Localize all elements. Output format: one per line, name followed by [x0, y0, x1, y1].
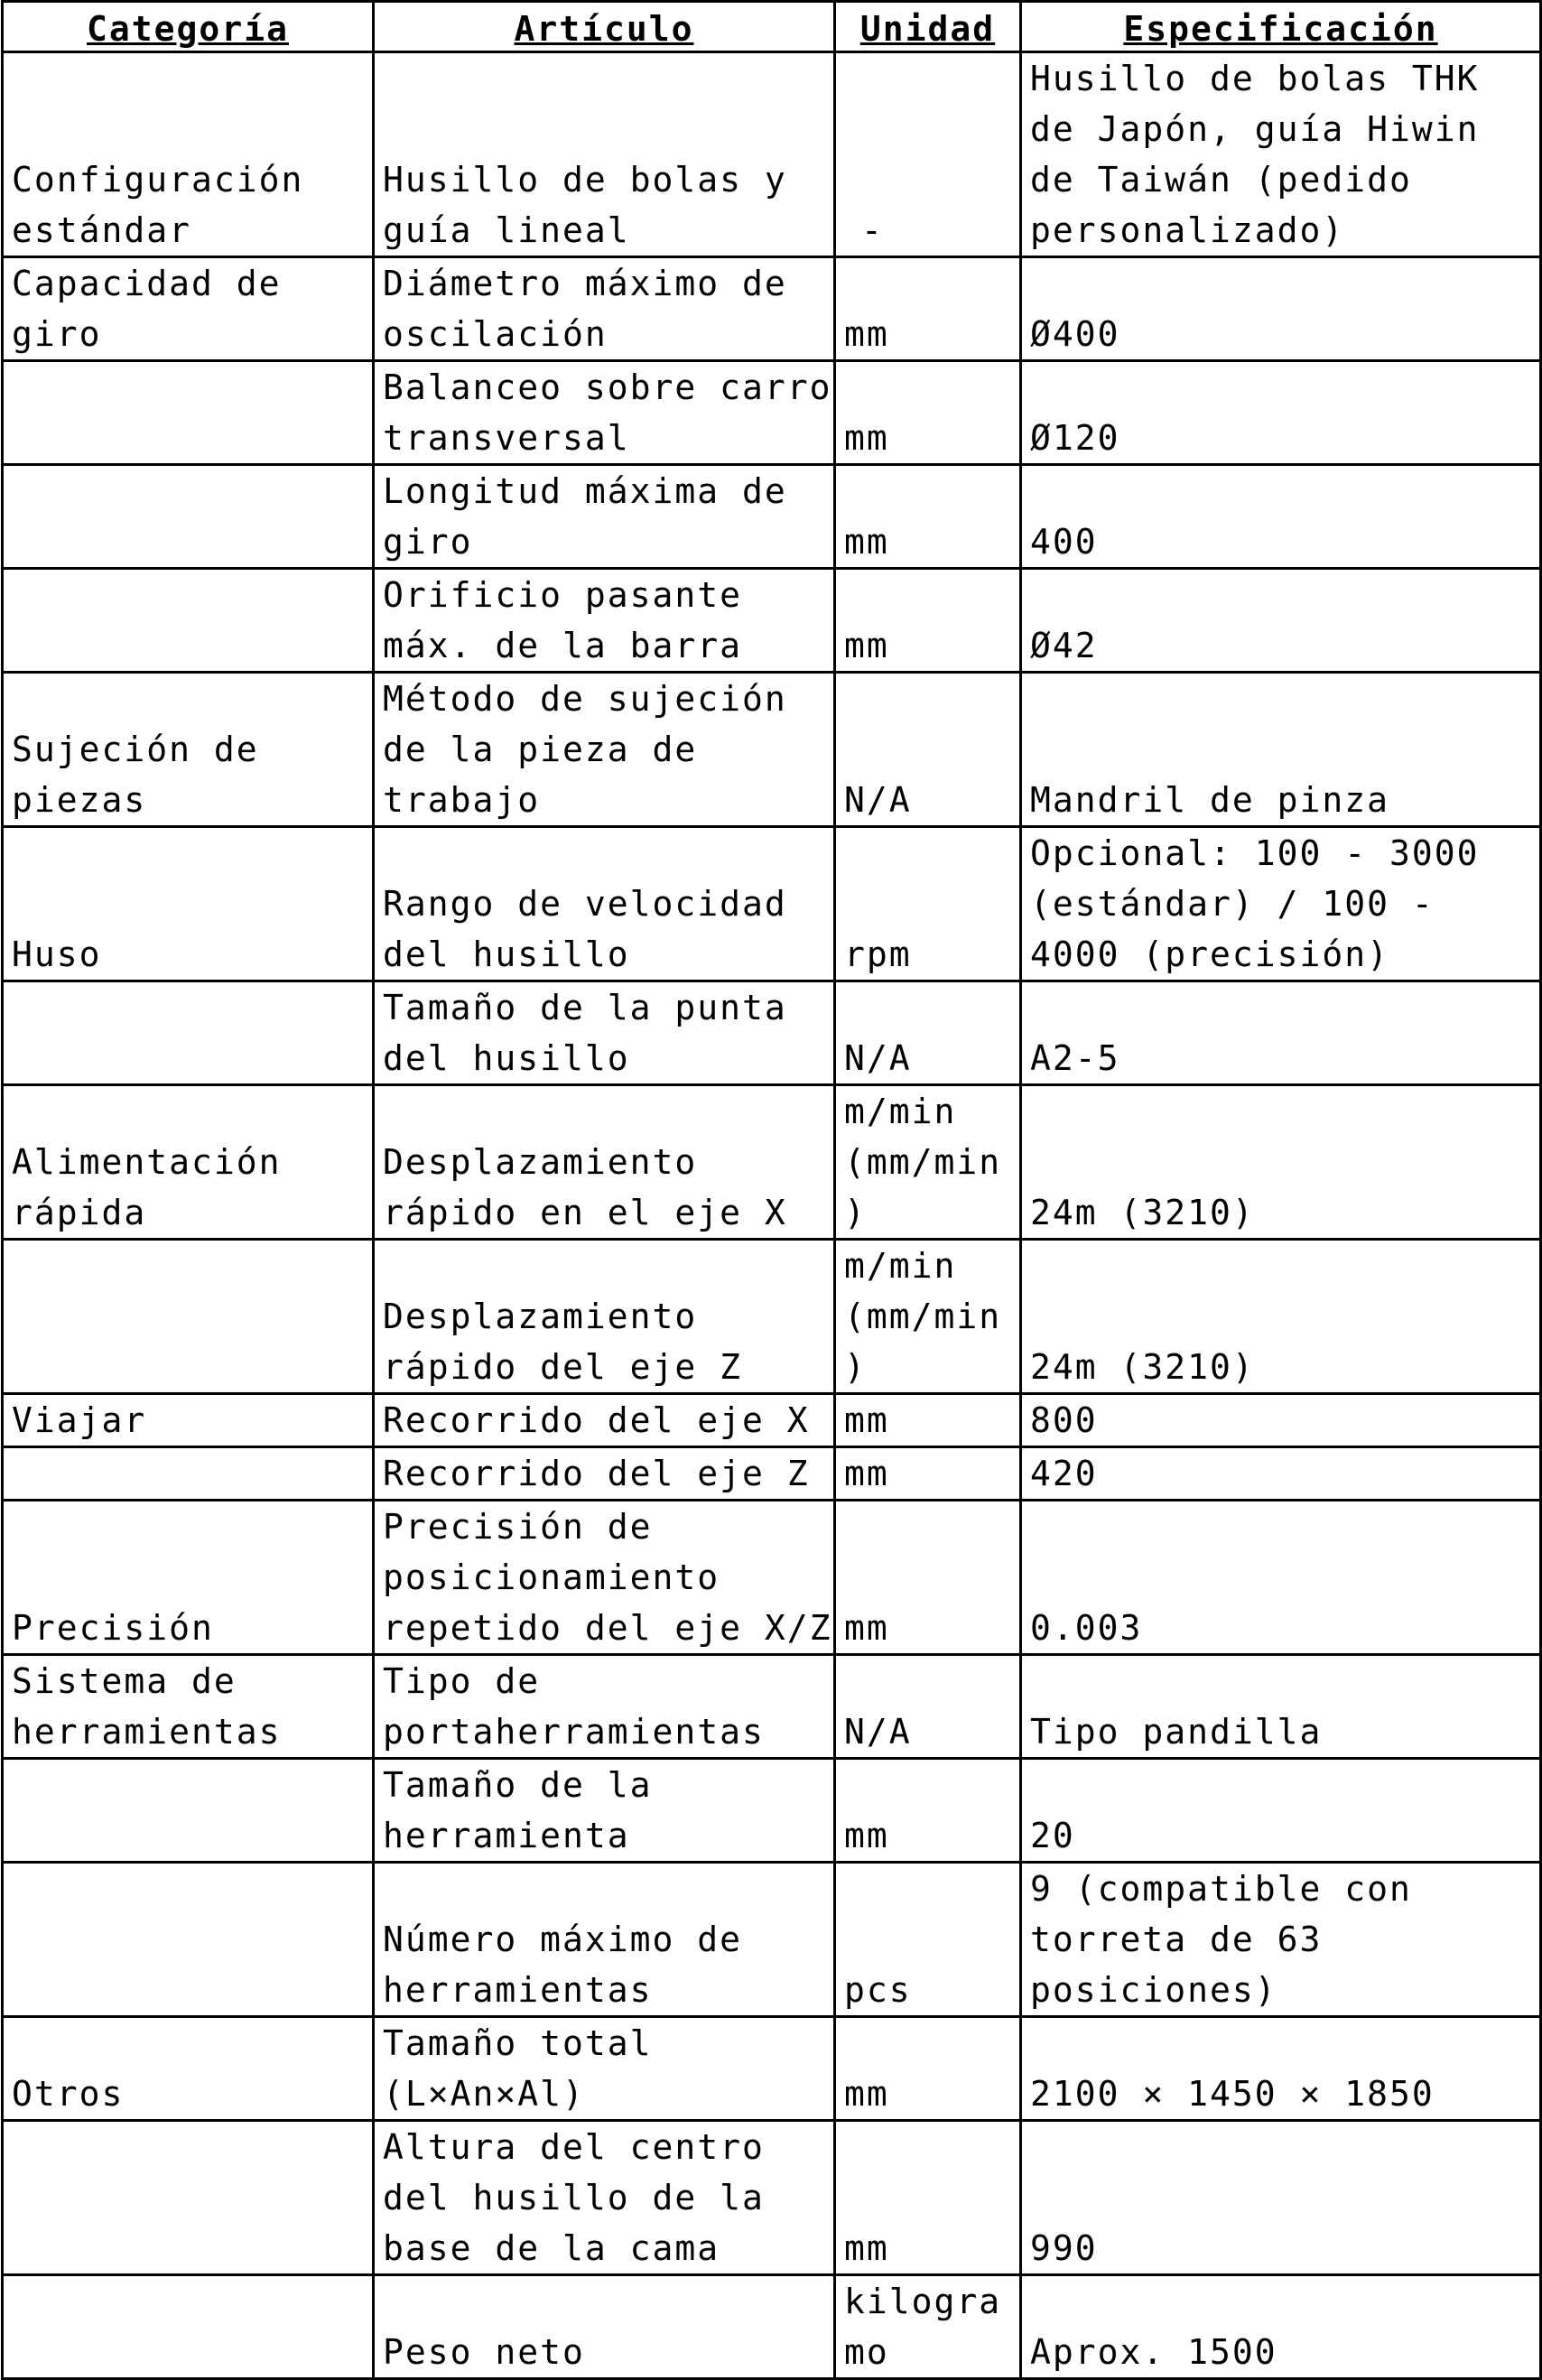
cell-category: Otros	[3, 2017, 374, 2121]
cell-unit: pcs	[835, 1863, 1021, 2017]
cell-specification: 420	[1021, 1447, 1541, 1501]
cell-category	[3, 2121, 374, 2275]
table-row	[3, 1759, 1541, 1863]
table-row	[3, 673, 1541, 827]
cell-unit: N/A	[835, 673, 1021, 827]
cell-specification: 800	[1021, 1394, 1541, 1447]
header-item: Artículo	[374, 2, 835, 52]
cell-specification: Aprox. 1500	[1021, 2275, 1541, 2379]
cell-item: Desplazamiento rápido del eje Z	[374, 1240, 835, 1394]
table-row	[3, 827, 1541, 981]
cell-unit: mm	[835, 1394, 1021, 1447]
cell-specification: 9 (compatible con torreta de 63 posiciones)	[1021, 1863, 1541, 2017]
cell-specification: A2-5	[1021, 981, 1541, 1085]
cell-specification: Husillo de bolas THK de Japón, guía Hiwin de Taiwán (pedido personalizado)	[1021, 52, 1541, 257]
cell-item: Precisión de posicionamiento repetido del eje X/Z	[374, 1501, 835, 1655]
cell-specification: 990	[1021, 2121, 1541, 2275]
cell-item: Tipo de portaherramientas	[374, 1655, 835, 1759]
cell-item: Tamaño total (L×An×Al)	[374, 2017, 835, 2121]
table-row	[3, 1863, 1541, 2017]
cell-item: Número máximo de herramientas	[374, 1863, 835, 2017]
cell-category: Viajar	[3, 1394, 374, 1447]
cell-unit: rpm	[835, 827, 1021, 981]
cell-specification: 24m (3210)	[1021, 1085, 1541, 1240]
cell-specification: Ø400	[1021, 257, 1541, 361]
cell-category: Huso	[3, 827, 374, 981]
cell-unit: mm	[835, 2121, 1021, 2275]
table-row	[3, 1501, 1541, 1655]
cell-unit: mm	[835, 1759, 1021, 1863]
cell-category	[3, 1759, 374, 1863]
cell-item: Recorrido del eje Z	[374, 1447, 835, 1501]
cell-specification: 24m (3210)	[1021, 1240, 1541, 1394]
table-row	[3, 1655, 1541, 1759]
cell-item: Tamaño de la herramienta	[374, 1759, 835, 1863]
cell-unit: mm	[835, 1447, 1021, 1501]
cell-unit: kilogramo	[835, 2275, 1021, 2379]
cell-category	[3, 361, 374, 465]
cell-specification: Tipo pandilla	[1021, 1655, 1541, 1759]
cell-category	[3, 1447, 374, 1501]
cell-unit: mm	[835, 2017, 1021, 2121]
cell-item: Desplazamiento rápido en el eje X	[374, 1085, 835, 1240]
header-unit: Unidad	[835, 2, 1021, 52]
table-row	[3, 52, 1541, 257]
cell-item: Orificio pasante máx. de la barra	[374, 569, 835, 673]
cell-category: Capacidad de giro	[3, 257, 374, 361]
table-row	[3, 465, 1541, 569]
header-specification: Especificación	[1021, 2, 1541, 52]
cell-category: Sujeción de piezas	[3, 673, 374, 827]
cell-specification: Mandril de pinza	[1021, 673, 1541, 827]
cell-unit: mm	[835, 361, 1021, 465]
cell-category	[3, 1240, 374, 1394]
cell-unit: N/A	[835, 981, 1021, 1085]
cell-item: Recorrido del eje X	[374, 1394, 835, 1447]
cell-category	[3, 569, 374, 673]
cell-category	[3, 981, 374, 1085]
cell-item: Tamaño de la punta del husillo	[374, 981, 835, 1085]
table-row	[3, 569, 1541, 673]
cell-category: Configuración estándar	[3, 52, 374, 257]
cell-specification: 20	[1021, 1759, 1541, 1863]
header-row	[3, 2, 1541, 52]
cell-specification: Ø120	[1021, 361, 1541, 465]
cell-item: Altura del centro del husillo de la base de la cama	[374, 2121, 835, 2275]
cell-item: Peso neto	[374, 2275, 835, 2379]
cell-item: Husillo de bolas y guía lineal	[374, 52, 835, 257]
spec-table	[1, 0, 1542, 2380]
cell-category	[3, 2275, 374, 2379]
table-row	[3, 1394, 1541, 1447]
cell-unit: mm	[835, 569, 1021, 673]
header-category: Categoría	[3, 2, 374, 52]
cell-unit: -	[835, 52, 1021, 257]
table-row	[3, 257, 1541, 361]
table-row	[3, 981, 1541, 1085]
cell-item: Balanceo sobre carro transversal	[374, 361, 835, 465]
cell-specification: 2100 × 1450 × 1850	[1021, 2017, 1541, 2121]
cell-specification: 0.003	[1021, 1501, 1541, 1655]
table-row	[3, 2017, 1541, 2121]
cell-category: Alimentación rápida	[3, 1085, 374, 1240]
cell-category: Precisión	[3, 1501, 374, 1655]
cell-unit: mm	[835, 465, 1021, 569]
table-row	[3, 361, 1541, 465]
cell-unit: N/A	[835, 1655, 1021, 1759]
table-row	[3, 1447, 1541, 1501]
cell-category	[3, 465, 374, 569]
cell-specification: Opcional: 100 - 3000 (estándar) / 100 - 4000 (precisión)	[1021, 827, 1541, 981]
cell-category: Sistema de herramientas	[3, 1655, 374, 1759]
cell-item: Método de sujeción de la pieza de trabajo	[374, 673, 835, 827]
cell-specification: Ø42	[1021, 569, 1541, 673]
cell-item: Longitud máxima de giro	[374, 465, 835, 569]
table-row	[3, 2275, 1541, 2379]
cell-unit: m/min (mm/min)	[835, 1085, 1021, 1240]
table-row	[3, 1085, 1541, 1240]
cell-item: Diámetro máximo de oscilación	[374, 257, 835, 361]
cell-item: Rango de velocidad del husillo	[374, 827, 835, 981]
cell-unit: mm	[835, 1501, 1021, 1655]
cell-unit: m/min (mm/min)	[835, 1240, 1021, 1394]
table-row	[3, 2121, 1541, 2275]
cell-specification: 400	[1021, 465, 1541, 569]
table-row	[3, 1240, 1541, 1394]
cell-unit: mm	[835, 257, 1021, 361]
cell-category	[3, 1863, 374, 2017]
